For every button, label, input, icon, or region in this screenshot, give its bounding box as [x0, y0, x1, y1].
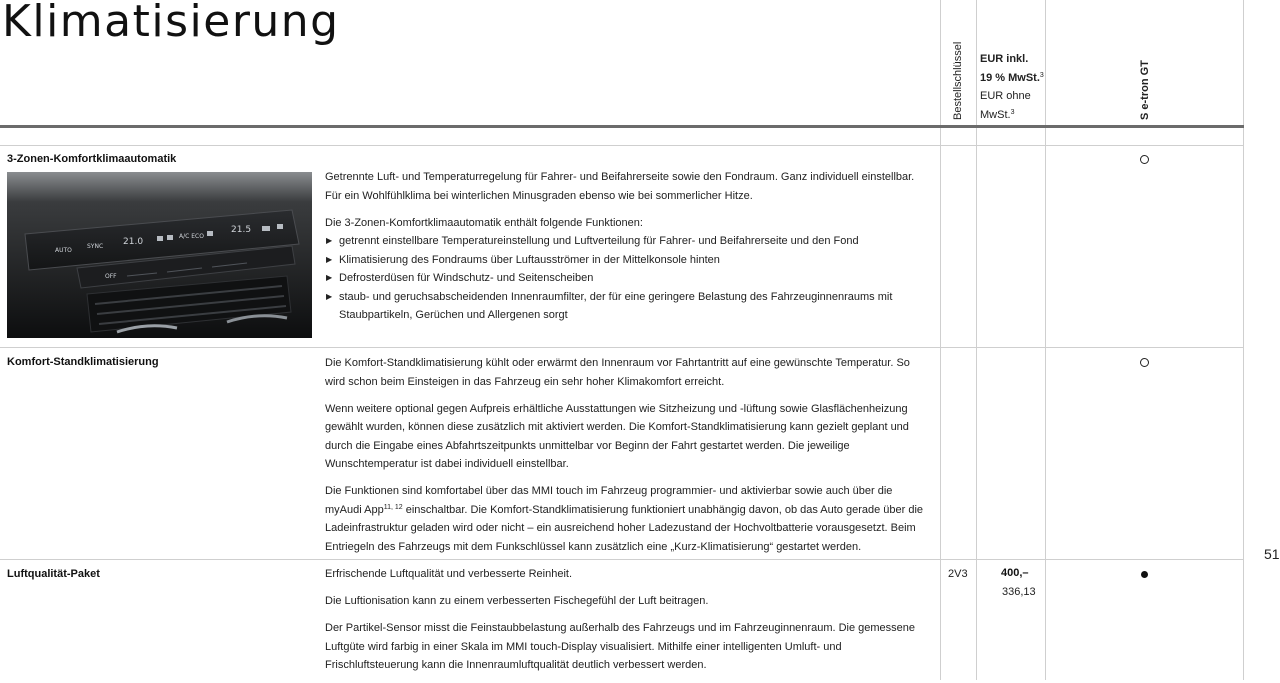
list-item: ▶ getrennt einstellbare Temperatureinstellung und Luftverteilung für Fahrer- und Beifahrerseite und den Fond	[325, 232, 930, 251]
header-price-excl-l1: EUR ohne	[980, 90, 1031, 102]
list-item: ▶ staub- und geruchsabscheidenden Innenraumfilter, der für eine geringere Belastung des Fahrzeuginnenraums mit Staubpartikeln, Gerüchen und Allergenen sorgt	[325, 288, 930, 325]
footnote-ref: 3	[1039, 71, 1044, 79]
bullet-triangle-icon: ▶	[326, 273, 333, 282]
header-price-incl-l2: 19 % MwSt.	[980, 71, 1040, 84]
bullet-triangle-icon: ▶	[326, 291, 333, 301]
header-price-excl-l2: MwSt.	[980, 108, 1011, 121]
row-description	[325, 354, 930, 565]
panel-label: 21.0	[123, 237, 144, 247]
paragraph: Die Funktionen sind komfortabel über das MMI touch im Fahrzeug programmier- und aktivierbar sowie auch über die myAudi App$^{11, 12}$ einschaltbar. Die Komfort-Standklimatisierung funktioniert unabhängig davon, ob das Auto gerade über die Ladeinfrastruktur geladen wird oder nicht – ein ausreichend hoher Ladezustand der Hochvoltbatterie vorausgesetzt. Beim Entriegeln des Fahrzeugs mit dem Funkschlüssel kann zusätzlich eine „Kurz-Klimatisierung“ gestartet werden.	[325, 485, 924, 553]
paragraph: Die 3-Zonen-Komfortklimaautomatik enthält folgende Funktionen:	[325, 216, 643, 229]
panel-label: SYNC	[87, 243, 104, 250]
list-item: ▶ Defrosterdüsen für Windschutz- und Seitenscheiben	[325, 269, 930, 288]
column-divider	[940, 0, 941, 680]
price-excl-vat: 336,13	[1002, 586, 1036, 598]
footnote-ref: 11, 12	[383, 503, 403, 511]
optional-circle-icon	[1140, 155, 1149, 164]
optional-circle-icon	[1140, 358, 1149, 367]
climate-control-panel-photo	[7, 172, 312, 338]
bullet-triangle-icon: ▶	[326, 254, 333, 264]
column-divider	[976, 0, 977, 680]
price-incl-vat: 400,–	[1001, 567, 1029, 579]
paragraph: Wenn weitere optional gegen Aufpreis erhältliche Ausstattungen wie Sitzheizung und -lüftung sowie Glasflächenheizung gewählt wurden, können diese zusätzlich mit aktiviert werden. Die Komfort-Standklimatisierung kann gezielt geplant und durch die Eingabe eines Abfahrtszeitpunkts unmittelbar vor Beginn der Fahrt gestartet werden. Die jeweilige Wunschtemperatur ist dabei individuell einstellbar.	[325, 402, 909, 470]
paragraph: Getrennte Luft- und Temperaturregelung für Fahrer- und Beifahrerseite sowie den Fondraum. Ganz individuell einstellbar. Für ein Wohlfühlklima bei winterlichen Minusgraden ebenso wie bei sommerlicher Hitze.	[325, 171, 915, 202]
column-divider	[1243, 0, 1244, 680]
list-item: ▶ Klimatisierung des Fondraums über Luftausströmer in der Mittelkonsole hinten	[325, 251, 930, 270]
footnote-ref: 3	[1010, 108, 1015, 116]
column-divider	[1045, 0, 1046, 680]
row-title: Luftqualität-Paket	[7, 568, 100, 580]
header-price	[980, 50, 1044, 124]
bullet-triangle-icon: ▶	[326, 236, 333, 245]
header-order-code: Bestellschlüssel	[952, 41, 964, 120]
row-divider	[0, 145, 1244, 146]
row-description	[325, 168, 930, 325]
panel-label: A/C ECO	[179, 233, 204, 240]
row-title: 3-Zonen-Komfortklimaautomatik	[7, 153, 177, 165]
row-description	[325, 565, 930, 683]
row-divider	[0, 347, 1244, 348]
panel-label: AUTO	[55, 247, 72, 254]
paragraph: Der Partikel-Sensor misst die Feinstaubbelastung außerhalb des Fahrzeugs und im Fahrzeuginnenraum. Die gemessene Luftgüte wird farbig in einer Skala im MMI touch-Display visualisiert. Mithilfe einer intelligenten Umluft- und Frischluftsteuerung kann die Innenraumluftqualität deutlich verbessert werden.	[325, 622, 916, 671]
header-model: S e-tron GT	[1139, 60, 1151, 120]
feature-list	[325, 232, 930, 325]
paragraph: Die Komfort-Standklimatisierung kühlt oder erwärmt den Innenraum vor Fahrtantritt auf eine gewünschte Temperatur. So wird schon beim Einsteigen in das Fahrzeug ein sehr hoher Klimakomfort erreicht.	[325, 357, 910, 388]
header-price-incl-l1: EUR inkl.	[980, 53, 1029, 65]
header-rule	[0, 125, 1244, 128]
row-title: Komfort-Standklimatisierung	[7, 356, 159, 368]
panel-label: 21.5	[231, 225, 252, 235]
order-code: 2V3	[948, 568, 968, 580]
standard-dot-icon	[1141, 571, 1148, 578]
page-number: 51	[1264, 546, 1280, 562]
paragraph: Erfrischende Luftqualität und verbesserte Reinheit.	[325, 568, 573, 580]
page-title: Klimatisierung	[2, 0, 340, 47]
paragraph: Die Luftionisation kann zu einem verbesserten Fischegefühl der Luft beitragen.	[325, 595, 709, 607]
panel-label: OFF	[105, 273, 117, 280]
